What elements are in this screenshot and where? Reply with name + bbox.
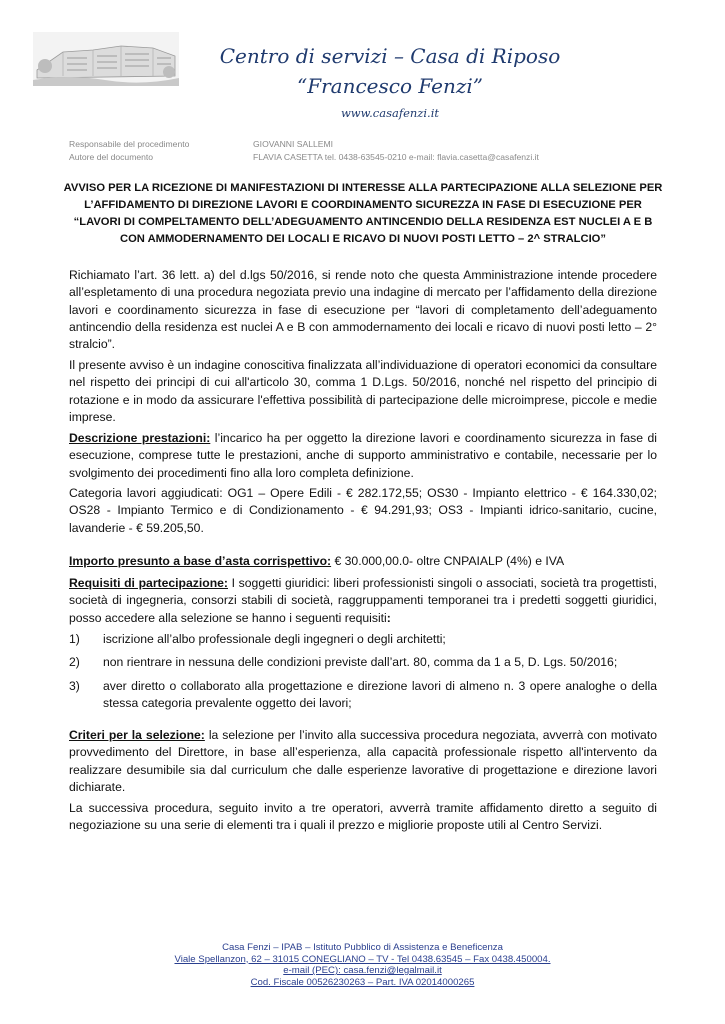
list-text: non rientrare in nessuna delle condizioni previste dall’art. 80, comma da 1 a 5, D. Lgs. 50/2016; [103, 655, 618, 670]
footer-address: Viale Spellanzon, 62 – 31015 CONEGLIANO – TV - Tel 0438.63545 – Fax 0438.450004. [174, 953, 551, 965]
paragraph-requisiti [69, 575, 657, 627]
list-number: 1) [69, 632, 80, 646]
responsabile-label: Responsabile del procedimento [69, 139, 190, 149]
paragraph-categoria [69, 485, 657, 537]
list-text: iscrizione all’albo professionale degli ingegneri o degli architetti; [103, 632, 446, 646]
autore-label: Autore del documento [69, 152, 154, 162]
criteri-text: la selezione per l’invito alla successiva procedura negoziata, avverrà con motivato provvedimento del Direttore, in base all’esperienza, alla capacità professionale rispetto all'intervento da realizzare desumibile sia dal curriculum che dalle esperienze lavorative di progettazione e direzione lavori dichiarate. [69, 728, 657, 794]
paragraph-text: La successiva procedura, seguito invito a tre operatori, avverrà tramite affidamento diretto a seguito di negoziazione su una serie di elementi tra i quali il prezzo e migliorie proposte utili al Centro Servizi. [69, 801, 657, 833]
paragraph-text: Richiamato l’art. 36 lett. a) del d.lgs 50/2016, si rende noto che questa Amministrazione intende procedere all’espletamento di una procedura negoziata previo una indagine di mercato per l’affidamento della direzione lavori e coordinamento sicurezza in fase di esecuzione per “lavori di completamento dell’adeguamento antincendio della residenza est nuclei A e B con ammodernamento dei locali e ricavo di nuovi posti letto – 2° stralcio”. [69, 268, 657, 352]
list-item [69, 654, 657, 671]
heading-line: “LAVORI DI COMPELTAMENTO DELL’ADEGUAMENTO ANTINCENDIO DELLA RESIDENZA EST NUCLEI A E B [73, 216, 653, 228]
heading-line: CON AMMODERNAMENTO DEI LOCALI E RICAVO DI NUOVI POSTI LETTO – 2^ STRALCIO” [120, 233, 606, 245]
autore-value: FLAVIA CASETTA tel. 0438-63545-0210 e-mail: flavia.casetta@casafenzi.it [253, 152, 539, 162]
header-website-link[interactable]: www.casafenzi.it [340, 106, 440, 120]
footer-email-link[interactable]: e-mail (PEC): casa.fenzi@legalmail.it [283, 965, 442, 977]
list-text: aver diretto o collaborato alla progettazione e direzione lavori di almeno n. 3 opere analoghe o della stessa categoria prevalente oggetto dei lavori; [103, 678, 657, 710]
paragraph-richiamato [69, 267, 657, 353]
page-footer [140, 942, 585, 988]
importo-label: Importo presunto a base d’asta corrispettivo: [69, 554, 332, 568]
paragraph-procedura [69, 800, 657, 835]
notice-heading [60, 180, 666, 248]
criteri-label: Criteri per la selezione: [69, 728, 205, 742]
requirements-list [69, 631, 657, 712]
descrizione-text: l’incarico ha per oggetto la direzione lavori e coordinamento sicurezza in fase di esecuzione, comprese tutte le prestazioni, anche di supporto amministrativo e contabile, necessarie per lo svolgimento dei procedimenti fino alla loro completa definizione. [69, 431, 657, 480]
heading-line: AVVISO PER LA RICEZIONE DI MANIFESTAZIONI DI INTERESSE ALLA PARTECIPAZIONE ALLA SELEZIONE PER [63, 182, 663, 194]
paragraph-text: Il presente avviso è un indagine conoscitiva finalizzata all’individuazione di operatori economici da consultare nel rispetto dei principi di cui all'articolo 30, comma 1 D.Lgs. 50/2016, nonché nel rispetto del principio di rotazione e in modo da assicurare l'effettiva possibilità di partecipazione delle microimprese, piccole e medie imprese. [69, 358, 657, 424]
requisiti-colon: : [386, 610, 391, 625]
footer-fiscal: Cod. Fiscale 00526230263 – Part. IVA 02014000265 [250, 976, 475, 988]
list-item [69, 678, 657, 713]
responsabile-value: GIOVANNI SALLEMI [253, 139, 334, 149]
descrizione-label: Descrizione prestazioni: [69, 431, 211, 445]
header-title: Centro di servizi – Casa di Riposo [219, 44, 561, 68]
heading-line: L’AFFIDAMENTO DI DIREZIONE LAVORI E COORDINAMENTO SICUREZZA IN FASE DI ESECUZIONE PER [84, 199, 642, 211]
paragraph-importo [69, 553, 657, 570]
footer-line: Casa Fenzi – IPAB – Istituto Pubblico di Assistenza e Beneficenza [222, 942, 503, 953]
paragraph-criteri [69, 727, 657, 796]
building-logo-image [33, 32, 179, 86]
list-number: 2) [69, 655, 80, 670]
paragraph-avviso [69, 357, 657, 426]
header-name: “Francesco Fenzi” [296, 74, 484, 98]
paragraph-descrizione [69, 430, 657, 482]
list-item [69, 631, 657, 648]
requisiti-label: Requisiti di partecipazione: [69, 576, 228, 590]
list-number: 3) [69, 678, 80, 693]
importo-text: € 30.000,00.0- oltre CNPAIALP (4%) e IVA [331, 554, 565, 568]
requisiti-text: I soggetti giuridici: liberi professionisti singoli o associati, società tra progettisti, società di ingegneria, consorzi stabili di società, raggruppamenti temporanei tra i predetti soggetti giuridici, posso accedere alla selezione se hanno i seguenti requisiti [69, 576, 657, 625]
paragraph-text: Categoria lavori aggiudicati: OG1 – Opere Edili - € 282.172,55; OS30 - Impianto elettrico - € 164.330,02; OS28 - Impianto Termico e di Condizionamento - € 94.291,93; OS3 - Impianti idrico-sanitario, cucine, lavanderie - € 59.205,50. [69, 486, 657, 535]
